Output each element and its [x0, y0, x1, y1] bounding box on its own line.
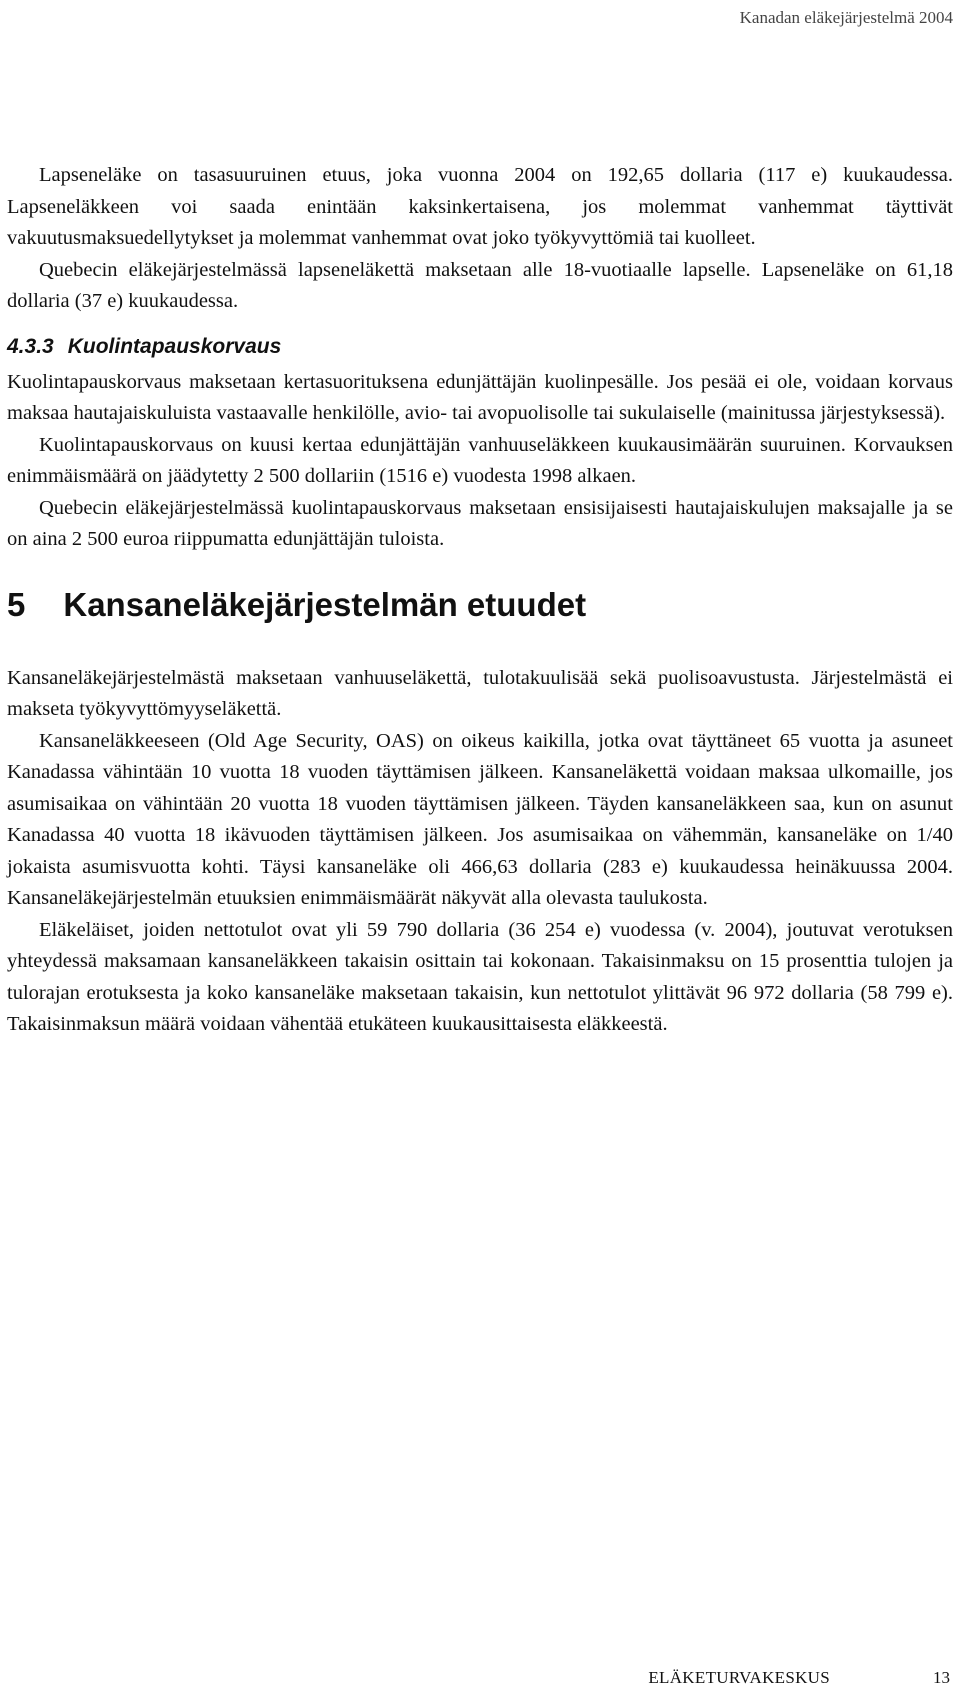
section-title: Kuolintapauskorvaus — [67, 334, 282, 358]
paragraph-oas-clawback: Eläkeläiset, joiden nettotulot ovat yli 59 790 dollaria (36 254 e) vuodessa (v. 2004), joutuvat verotuksen yhteydessä maksamaan kansaneläkkeen takaisin osittain tai kokonaan. Takaisinmaksu on 15 prosenttia tulojen ja tulorajan erotuksesta ja koko kansaneläke maksetaan takaisin, kun nettotulot ylittävät 96 972 dollaria (58 799 e). Takaisinmaksun määrä voidaan vähentää etukäteen kuukausittaisesta eläkkeestä. — [7, 918, 953, 1035]
paragraph-death-benefit-payment: Kuolintapauskorvaus maksetaan kertasuorituksena edunjättäjän kuolinpesälle. Jos pesää ei ole, voidaan korvaus maksaa hautajaiskuluista vastaavalle henkilölle, avio- tai avopuolisolle tai sukulaiselle (mainitussa järjestyksessä). — [7, 370, 953, 424]
chapter-number: 5 — [7, 585, 26, 623]
running-header: Kanadan eläkejärjestelmä 2004 — [739, 8, 953, 27]
chapter-heading-national-pension — [7, 585, 953, 625]
section-number: 4.3.3 — [7, 334, 54, 358]
page-number: 13 — [933, 1668, 950, 1687]
chapter-title: Kansaneläkejärjestelmän etuudet — [63, 585, 587, 623]
paragraph-national-pension-benefits: Kansaneläkejärjestelmästä maksetaan vanhuuseläkettä, tulotakuulisää sekä puolisoavustusta. Järjestelmästä ei makseta työkyvyttömyyseläkettä. — [7, 666, 953, 720]
footer-organization: ELÄKETURVAKESKUS — [648, 1668, 830, 1687]
section-heading-death-benefit — [7, 333, 953, 361]
paragraph-quebec-child-pension: Quebecin eläkejärjestelmässä lapseneläkettä maksetaan alle 18-vuotiaalle lapselle. Lapseneläke on 61,18 dollaria (37 e) kuukaudessa. — [7, 258, 953, 312]
paragraph-child-pension: Lapseneläke on tasasuuruinen etuus, joka vuonna 2004 on 192,65 dollaria (117 e) kuukaudessa. Lapseneläkkeen voi saada enintään kaksinkertaisena, jos molemmat vanhemmat täyttivät vakuutusmaksuedellytykset ja molemmat vanhemmat ovat joko työkyvyttömiä tai kuolleet. — [7, 164, 953, 249]
paragraph-oas-eligibility: Kansaneläkkeeseen (Old Age Security, OAS) on oikeus kaikilla, jotka ovat täyttäneet 65 vuotta ja asuneet Kanadassa vähintään 10 vuotta 18 vuoden täyttämisen jälkeen. Kansaneläkettä voidaan maksaa ulkomaille, jos asumisaikaa on vähintään 20 vuotta 18 vuoden täyttämisen jälkeen. Täyden kansaneläkkeen saa, kun on asunut Kanadassa 40 vuotta 18 ikävuoden täyttämisen jälkeen. Jos asumisaikaa on vähemmän, kansaneläke on 1/40 jokaista asumisvuotta kohti. Täysi kansaneläke oli 466,63 dollaria (283 e) kuukaudessa heinäkuussa 2004. Kansaneläkejärjestelmän etuuksien enimmäismäärät näkyvät alla olevasta taulukosta. — [7, 729, 953, 909]
paragraph-quebec-death-benefit: Quebecin eläkejärjestelmässä kuolintapauskorvaus maksetaan ensisijaisesti hautajaiskulujen maksajalle ja se on aina 2 500 euroa riippumatta edunjättäjän tuloista. — [7, 496, 953, 550]
main-content — [7, 160, 953, 1041]
page-footer — [0, 1668, 960, 1692]
paragraph-death-benefit-amount: Kuolintapauskorvaus on kuusi kertaa edunjättäjän vanhuuseläkkeen kuukausimäärän suuruinen. Korvauksen enimmäismäärä on jäädytetty 2 500 dollariin (1516 e) vuodesta 1998 alkaen. — [7, 433, 953, 487]
